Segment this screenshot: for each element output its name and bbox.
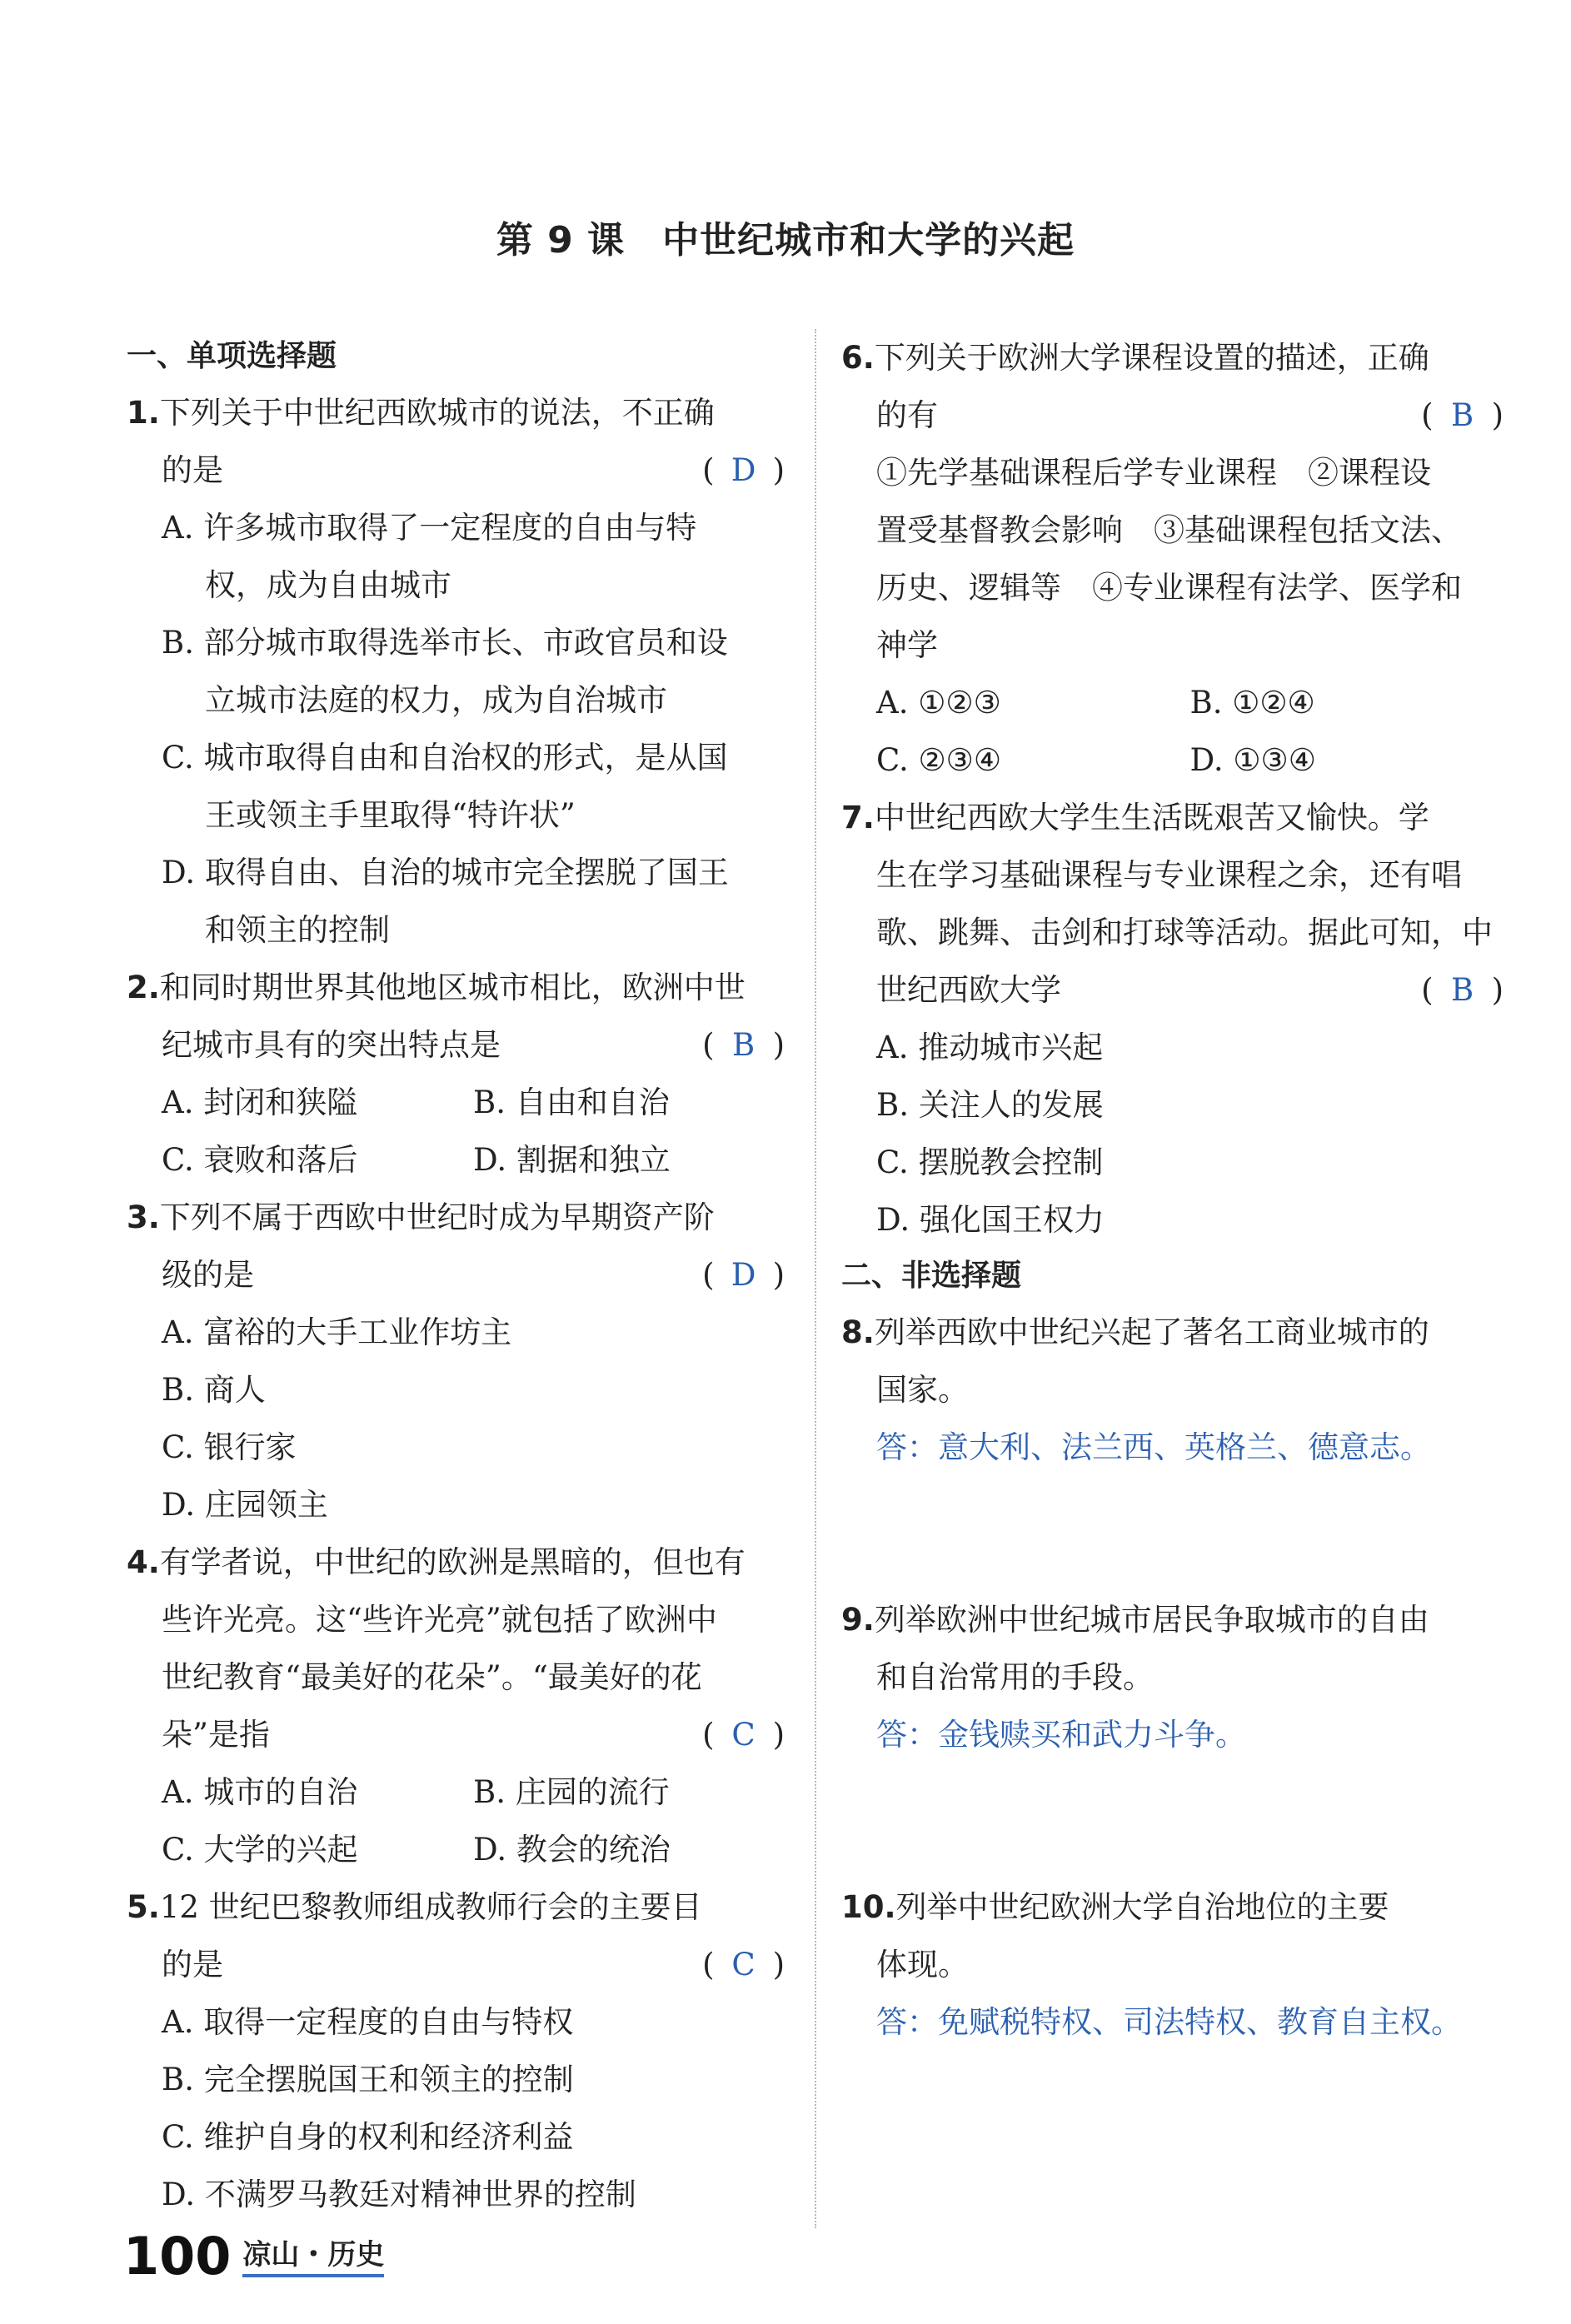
question-5-line-1: 5.12 世纪巴黎教师组成教师行会的主要目 — [127, 1889, 702, 1925]
page-footer — [123, 2207, 385, 2287]
spacer — [841, 1821, 1504, 1878]
question-9-answer: 答：金钱赎买和武力斗争。 — [876, 1717, 1246, 1753]
question-10-line-1: 10.列举中世纪欧洲大学自治地位的主要 — [841, 1889, 1389, 1925]
option-row: A. 封闭和狭隘 B. 自由和自治 — [162, 1085, 670, 1120]
page-number: 100 — [123, 2226, 232, 2287]
statement-line: 神学 — [876, 627, 938, 663]
option-c: C. 维护自身的权利和经济利益 — [162, 2119, 574, 2155]
option-row: A. ①②③ B. ①②④ — [876, 685, 1315, 721]
option-b-cont: 立城市法庭的权力，成为自治城市 — [205, 682, 667, 718]
option-row: C. 衰败和落后 D. 割据和独立 — [162, 1142, 671, 1178]
option-d-cont: 和领主的控制 — [205, 912, 390, 948]
question-1-line-2: 的是 ( D ) — [127, 441, 785, 499]
question-1-line-1: 1.下列关于中世纪西欧城市的说法，不正确 — [127, 395, 715, 431]
option-d: D. 强化国王权力 — [876, 1202, 1105, 1238]
option-a: A. 富裕的大手工业作坊主 — [162, 1314, 512, 1350]
question-6-answer: ( B ) — [1421, 397, 1504, 433]
spacer — [841, 1476, 1504, 1534]
question-4-line-4: 朵”是指 ( C ) — [127, 1706, 785, 1763]
option-row: A. 城市的自治 B. 庄园的流行 — [162, 1774, 670, 1810]
question-8-answer: 答：意大利、法兰西、英格兰、德意志。 — [876, 1429, 1431, 1465]
option-d: D. 庄园领主 — [162, 1487, 328, 1523]
option-c: C. 摆脱教会控制 — [876, 1145, 1104, 1180]
question-8-line-2: 国家。 — [876, 1372, 969, 1408]
option-row: C. 大学的兴起 D. 教会的统治 — [162, 1832, 671, 1868]
option-b: B. 完全摆脱国王和领主的控制 — [162, 2062, 574, 2097]
option-a: A. 推动城市兴起 — [876, 1030, 1104, 1065]
question-3-line-2: 级的是 ( D ) — [127, 1246, 785, 1304]
question-9-line-1: 9.列举欧洲中世纪城市居民争取城市的自由 — [841, 1602, 1429, 1638]
spacer — [841, 1534, 1504, 1591]
question-4-answer: ( C ) — [702, 1717, 785, 1753]
option-b: B. 关注人的发展 — [876, 1087, 1104, 1123]
question-1-answer: ( D ) — [702, 452, 785, 488]
question-1-number: 1. — [127, 395, 160, 431]
question-4-line-3: 世纪教育“最美好的花朵”。“最美好的花 — [162, 1659, 702, 1695]
option-a-cont: 权，成为自由城市 — [205, 567, 451, 603]
question-6-line-1: 6.下列关于欧洲大学课程设置的描述，正确 — [841, 340, 1429, 376]
option-b: B. 商人 — [162, 1372, 266, 1408]
question-10-answer: 答：免赋税特权、司法特权、教育自主权。 — [876, 2004, 1462, 2040]
question-7-line-4: 世纪西欧大学 ( B ) — [841, 961, 1504, 1019]
question-5-line-2: 的是 ( C ) — [127, 1936, 785, 1993]
question-3-line-1: 3.下列不属于西欧中世纪时成为早期资产阶 — [127, 1199, 715, 1235]
question-4-line-1: 4.有学者说，中世纪的欧洲是黑暗的，但也有 — [127, 1544, 746, 1580]
question-6-line-2: 的有 ( B ) — [841, 387, 1504, 444]
column-divider — [815, 329, 816, 2228]
option-c: C. 城市取得自由和自治权的形式，是从国 — [162, 740, 728, 775]
question-2-answer: ( B ) — [702, 1027, 785, 1063]
option-a: A. 许多城市取得了一定程度的自由与特 — [162, 510, 697, 546]
question-5-answer: ( C ) — [702, 1947, 785, 1982]
statement-line: 置受基督教会影响 ③基础课程包括文法、 — [876, 512, 1462, 548]
statement-line: ①先学基础课程后学专业课程 ②课程设 — [876, 455, 1431, 491]
question-7-line-3: 歌、跳舞、击剑和打球等活动。据此可知，中 — [876, 915, 1493, 950]
option-d: D. 取得自由、自治的城市完全摆脱了国王 — [162, 855, 729, 890]
book-brand: 凉山・历史 — [242, 2232, 384, 2277]
section-heading-non-choice: 二、非选择题 — [841, 1259, 1022, 1293]
question-4-line-2: 些许光亮。这“些许光亮”就包括了欧洲中 — [162, 1602, 717, 1638]
left-column — [127, 329, 785, 2223]
question-2-line-2: 纪城市具有的突出特点是 ( B ) — [127, 1016, 785, 1074]
question-7-line-2: 生在学习基础课程与专业课程之余，还有唱 — [876, 857, 1462, 893]
question-8-line-1: 8.列举西欧中世纪兴起了著名工商业城市的 — [841, 1314, 1429, 1350]
section-heading-multiple-choice: 一、单项选择题 — [127, 339, 337, 373]
option-a: A. 取得一定程度的自由与特权 — [162, 2004, 574, 2040]
question-10-line-2: 体现。 — [876, 1947, 969, 1982]
question-2-line-1: 2.和同时期世界其他地区城市相比，欧洲中世 — [127, 970, 746, 1005]
spacer — [841, 1763, 1504, 1821]
option-c-cont: 王或领主手里取得“特许状” — [205, 797, 576, 833]
page-title: 第 9 课 中世纪城市和大学的兴起 — [496, 219, 1075, 262]
question-9-line-2: 和自治常用的手段。 — [876, 1659, 1154, 1695]
question-3-answer: ( D ) — [702, 1257, 785, 1293]
question-7-line-1: 7.中世纪西欧大学生生活既艰苦又愉快。学 — [841, 800, 1429, 835]
statement-line: 历史、逻辑等 ④专业课程有法学、医学和 — [876, 570, 1462, 606]
option-c: C. 银行家 — [162, 1429, 297, 1465]
option-row: C. ②③④ D. ①③④ — [876, 742, 1316, 778]
question-7-answer: ( B ) — [1421, 972, 1504, 1008]
option-b: B. 部分城市取得选举市长、市政官员和设 — [162, 625, 728, 661]
right-column — [841, 329, 1504, 2051]
option-d: D. 不满罗马教廷对精神世界的控制 — [162, 2177, 636, 2212]
